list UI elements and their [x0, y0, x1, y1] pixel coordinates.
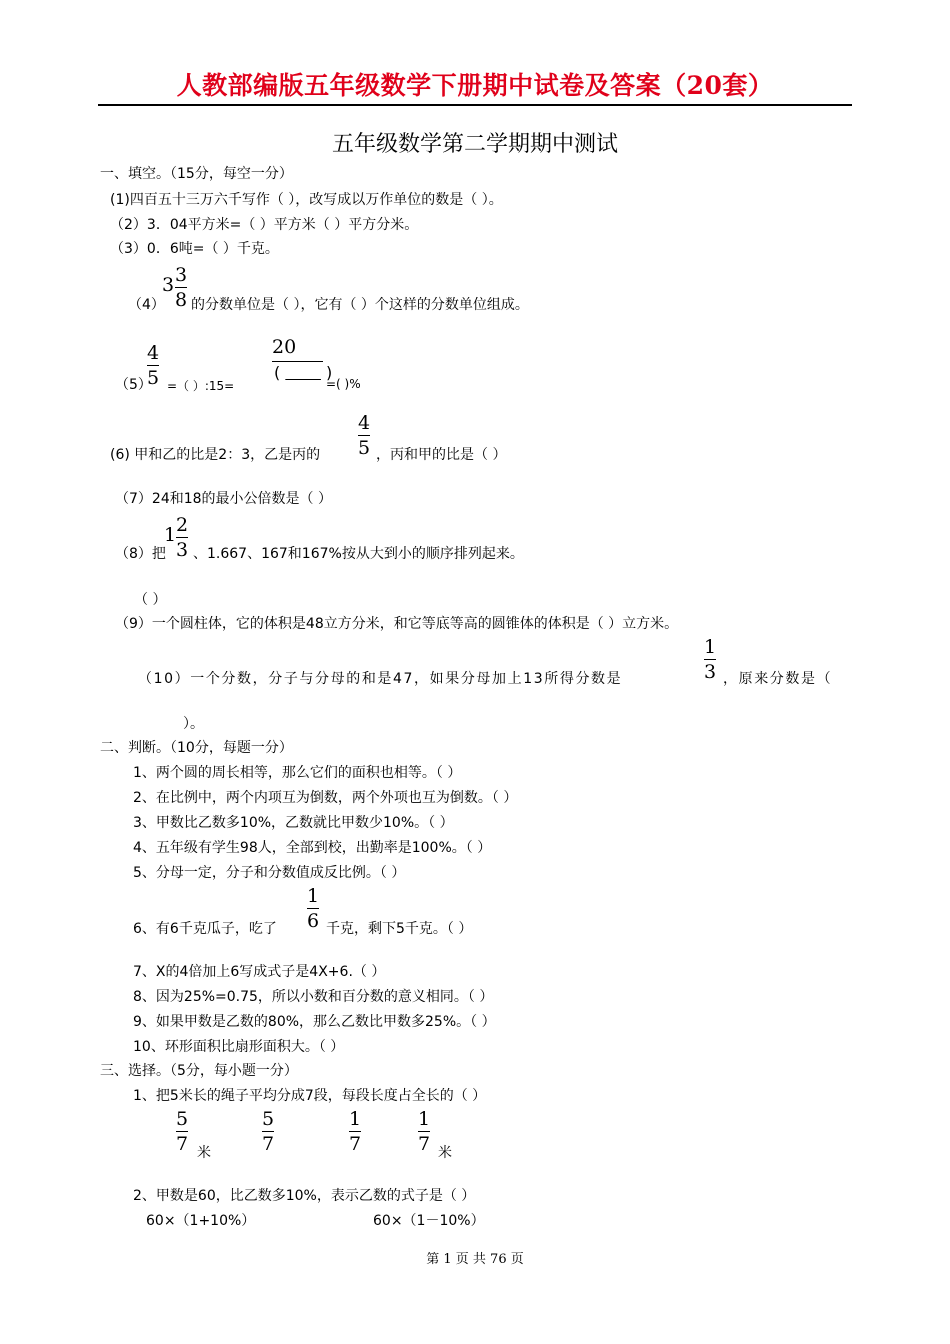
- banner-divider: [98, 104, 852, 106]
- s1-q5-numerator: 4: [147, 342, 160, 364]
- s3-option-a-unit: 米: [197, 1145, 211, 1161]
- s1-q4-denominator: 8: [175, 289, 188, 312]
- fraction-bar: [272, 361, 323, 362]
- s1-q4-numerator: 3: [175, 264, 188, 286]
- s2-item: 4、五年级有学生98人，全部到校，出勤率是100%。（ ）: [133, 840, 492, 856]
- s1-question-9: （9）一个圆柱体，它的体积是48立方分米，和它等底等高的圆锥体的体积是（ ）立方米。: [115, 616, 679, 632]
- s1-q5-denominator: 5: [147, 367, 160, 390]
- option-numerator: 5: [176, 1108, 189, 1130]
- fraction-bar: [418, 1131, 430, 1132]
- s1-question-2: （2）3．04平方米=（ ）平方米（ ）平方分米。: [110, 217, 419, 233]
- option-denominator: 7: [418, 1133, 431, 1156]
- s1-q8-whole: 1: [164, 524, 177, 546]
- s2-q6-numerator: 1: [307, 885, 320, 907]
- s1-q10-text: ，原来分数是（: [723, 671, 833, 687]
- s1-question-1: (1)四百五十三万六千写作（ ），改写成以万作单位的数是（ ）。: [110, 192, 503, 208]
- s1-question-7: （7）24和18的最小公倍数是（ ）: [115, 491, 332, 507]
- s1-q4-text: 的分数单位是（ ），它有（ ）个这样的分数单位组成。: [191, 297, 529, 313]
- s2-item: 10、环形面积比扇形面积大。（ ）: [133, 1039, 345, 1055]
- s1-q8-prefix: （8）把: [115, 546, 166, 562]
- section-3-heading: 三、选择。（5分，每小题一分）: [100, 1063, 298, 1079]
- document-banner-title: 人教部编版五年级数学下册期中试卷及答案（20套）: [176, 71, 774, 100]
- s1-q10-denominator: 3: [704, 661, 717, 684]
- s2-item: 1、两个圆的周长相等，那么它们的面积也相等。（ ）: [133, 765, 462, 781]
- fraction-bar: [307, 908, 319, 909]
- s2-item: 3、甲数比乙数多10%，乙数就比甲数少10%。（ ）: [133, 815, 454, 831]
- s1-q10-numerator: 1: [704, 636, 717, 658]
- fraction-bar: [176, 1131, 188, 1132]
- s1-q6-fraction: [358, 412, 370, 459]
- section-2-heading: 二、判断。（10分，每题一分）: [100, 740, 293, 756]
- fraction-bar: [262, 1131, 274, 1132]
- fraction-bar: [349, 1131, 361, 1132]
- s1-q4-whole: 3: [162, 274, 175, 296]
- s1-q5-middle: =（ ）:15=: [167, 379, 235, 393]
- s3-q2-option-a: 60×（1+10%）: [146, 1213, 256, 1229]
- s1-q6-text: ，丙和甲的比是（ ）: [376, 447, 507, 463]
- option-numerator: 5: [262, 1108, 275, 1130]
- s1-q8-text: 、1.667、167和167%按从大到小的顺序排列起来。: [193, 546, 524, 562]
- s2-item: 9、如果甲数是乙数的80%，那么乙数比甲数多25%。（ ）: [133, 1014, 496, 1030]
- s1-q8-answer-blank: （ ）: [134, 592, 167, 608]
- s2-q6-fraction: [307, 885, 319, 932]
- fraction-bar: [704, 659, 716, 660]
- s2-q6-text: 千克，剩下5千克。（ ）: [326, 921, 473, 937]
- section-1-heading: 一、填空。（15分，每空一分）: [100, 166, 293, 182]
- s2-item: 8、因为25%=0.75，所以小数和百分数的意义相同。（ ）: [133, 989, 494, 1005]
- s1-q6-prefix: (6) 甲和乙的比是2：3，乙是丙的: [110, 447, 321, 463]
- option-numerator: 1: [418, 1108, 431, 1130]
- s2-item: 7、X的4倍加上6写成式子是4X+6.（ ）: [133, 964, 386, 980]
- s1-q10-end: ）。: [183, 716, 204, 732]
- s3-option-d-unit: 米: [438, 1145, 452, 1161]
- s3-option-c-fraction: [349, 1108, 361, 1155]
- s1-question-3: （3）0．6吨=（ ）千克。: [110, 241, 279, 257]
- s1-q6-denominator: 5: [358, 437, 371, 460]
- s3-question-1: 1、把5米长的绳子平均分成7段，每段长度占全长的（ ）: [133, 1088, 487, 1104]
- s2-item: 2、在比例中，两个内项互为倒数，两个外项也互为倒数。（ ）: [133, 790, 518, 806]
- s1-q6-numerator: 4: [358, 412, 371, 434]
- option-denominator: 7: [349, 1133, 362, 1156]
- fraction-bar: [147, 365, 159, 366]
- fraction-bar: [358, 435, 370, 436]
- fraction-bar: [176, 537, 188, 538]
- s1-q4-prefix: （4）: [128, 297, 165, 313]
- s2-q6-prefix: 6、有6千克瓜子，吃了: [133, 921, 277, 937]
- s2-q6-denominator: 6: [307, 910, 320, 933]
- option-denominator: 7: [262, 1133, 275, 1156]
- option-denominator: 7: [176, 1133, 189, 1156]
- s1-q5-box-blank: ( ): [274, 363, 333, 382]
- page-footer: 第 1 页 共 76 页: [426, 1252, 524, 1267]
- s1-q10-fraction: [704, 636, 716, 683]
- s1-q5-prefix: （5）: [115, 377, 152, 393]
- s1-q10-prefix: （10）一个分数，分子与分母的和是47，如果分母加上13所得分数是: [138, 671, 623, 687]
- fraction-bar: [175, 287, 187, 288]
- s3-option-a-fraction: [176, 1108, 188, 1155]
- s3-question-2: 2、甲数是60，比乙数多10%，表示乙数的式子是（ ）: [133, 1188, 476, 1204]
- option-numerator: 1: [349, 1108, 362, 1130]
- s1-q5-box-numerator: 20: [272, 336, 297, 358]
- s3-option-d-fraction: [418, 1108, 430, 1155]
- s1-q8-denominator: 3: [176, 539, 189, 562]
- s1-q5-fraction: [147, 342, 159, 389]
- s2-item: 5、分母一定，分子和分数值成反比例。（ ）: [133, 865, 406, 881]
- s1-q8-numerator: 2: [176, 514, 189, 536]
- s3-q2-option-b: 60×（1－10%）: [373, 1213, 485, 1229]
- exam-title: 五年级数学第二学期期中测试: [331, 132, 618, 157]
- s1-q5-percent: =( )%: [326, 377, 361, 391]
- s3-option-b-fraction: [262, 1108, 274, 1155]
- s1-q4-fraction: [175, 264, 187, 311]
- s1-q8-fraction: [176, 514, 188, 561]
